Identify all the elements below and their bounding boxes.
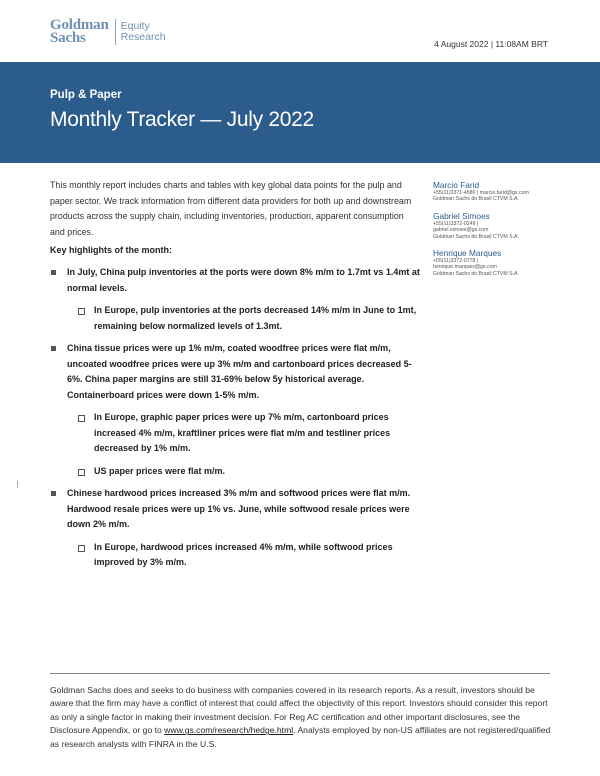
author-company: Goldman Sachs do Brasil CTVM S.A.	[433, 196, 519, 203]
author-email: henrique.marques@gs.com	[433, 264, 497, 271]
author-card	[433, 211, 563, 240]
disclosure-link[interactable]: www.gs.com/research/hedge.html	[164, 725, 294, 736]
square-bullet-icon	[51, 346, 56, 351]
intro-paragraph: This monthly report includes charts and tables with key global data points for the pulp and paper sector. We track information from different data providers for both up and downstream products across the supply chain, including inventories, production, apparent consumption and prices.	[50, 180, 412, 237]
report-title: Monthly Tracker — July 2022	[50, 108, 314, 131]
author-card	[433, 180, 563, 203]
hollow-square-bullet-icon	[78, 415, 85, 422]
author-company: Goldman Sachs do Brasil CTVM S.A.	[433, 233, 519, 240]
author-list	[433, 180, 563, 285]
author-phone: +55(11)3372-0778 |	[433, 258, 479, 265]
author-email: gabriel.simoes@gs.com	[433, 227, 489, 234]
list-item: In Europe, graphic paper prices were up 7% m/m, cartonboard prices increased 4% m/m, kraftliner prices were flat m/m and testliner prices decreased by 1% m/m.	[78, 410, 422, 457]
list-item: US paper prices were flat m/m.	[78, 464, 422, 480]
goldman-sachs-logo	[50, 19, 166, 45]
list-item: Chinese hardwood prices increased 3% m/m and softwood prices were flat m/m. Hardwood resale prices were up 1% vs. June, while softwood resale prices were down 2% m/m.	[50, 486, 422, 533]
logo-tagline: Equity Research	[120, 20, 166, 43]
list-item: In Europe, hardwood prices increased 4% m/m, while softwood prices improved by 3% m/m.	[78, 540, 422, 571]
author-phone: +55(11)3372-0249 |	[433, 220, 479, 227]
title-banner	[0, 62, 600, 163]
author-name[interactable]: Henrique Marques	[433, 248, 502, 259]
list-item: In Europe, pulp inventories at the ports decreased 14% m/m in June to 1mt, remaining below normalized levels of 1.3mt.	[78, 303, 422, 334]
footer-divider	[50, 673, 550, 674]
margin-mark	[17, 481, 18, 488]
list-item: China tissue prices were up 1% m/m, coated woodfree prices were flat m/m, uncoated woodfree prices were up 3% m/m and cartonboard prices decreased 5-6%. China paper margins are still 31-69% below 5y historical average. Containerboard prices were down 1-5% m/m.	[50, 341, 422, 403]
author-card	[433, 248, 563, 277]
hollow-square-bullet-icon	[78, 469, 85, 476]
logo-divider	[115, 19, 116, 45]
square-bullet-icon	[51, 270, 56, 275]
author-name[interactable]: Gabriel Simoes	[433, 210, 490, 221]
author-contact: +55(11)3371-4580 | marcio.farid@gs.com	[433, 190, 529, 196]
hollow-square-bullet-icon	[78, 545, 85, 552]
list-item: In July, China pulp inventories at the ports were down 8% m/m to 1.7mt vs 1.4mt at normal levels.	[50, 265, 422, 296]
hollow-square-bullet-icon	[78, 308, 85, 315]
author-company: Goldman Sachs do Brasil CTVM S.A.	[433, 270, 519, 277]
report-date: 4 August 2022 | 11:08AM BRT	[434, 39, 548, 49]
square-bullet-icon	[51, 491, 56, 496]
author-name[interactable]: Marcio Farid	[433, 180, 480, 190]
highlights-list	[50, 265, 422, 578]
sector-label: Pulp & Paper	[50, 89, 122, 101]
logo-wordmark: Goldman Sachs	[50, 17, 109, 46]
disclosure-footer: Goldman Sachs does and seeks to do business with companies covered in its research reports. As a result, investors should be aware that the firm may have a conflict of interest that could affect the objectivity of this report. Investors should consider this report as only a single factor in making their investment decision. For Reg AC certification and other important disclosures, see the Disclosure Appendix, or go to www.gs.com/research/hedge.html. Analysts employed by non-US affiliates are not registered/qualified as research analysts with FINRA in the U.S.	[50, 685, 551, 749]
highlights-heading: Key highlights of the month:	[50, 245, 172, 255]
